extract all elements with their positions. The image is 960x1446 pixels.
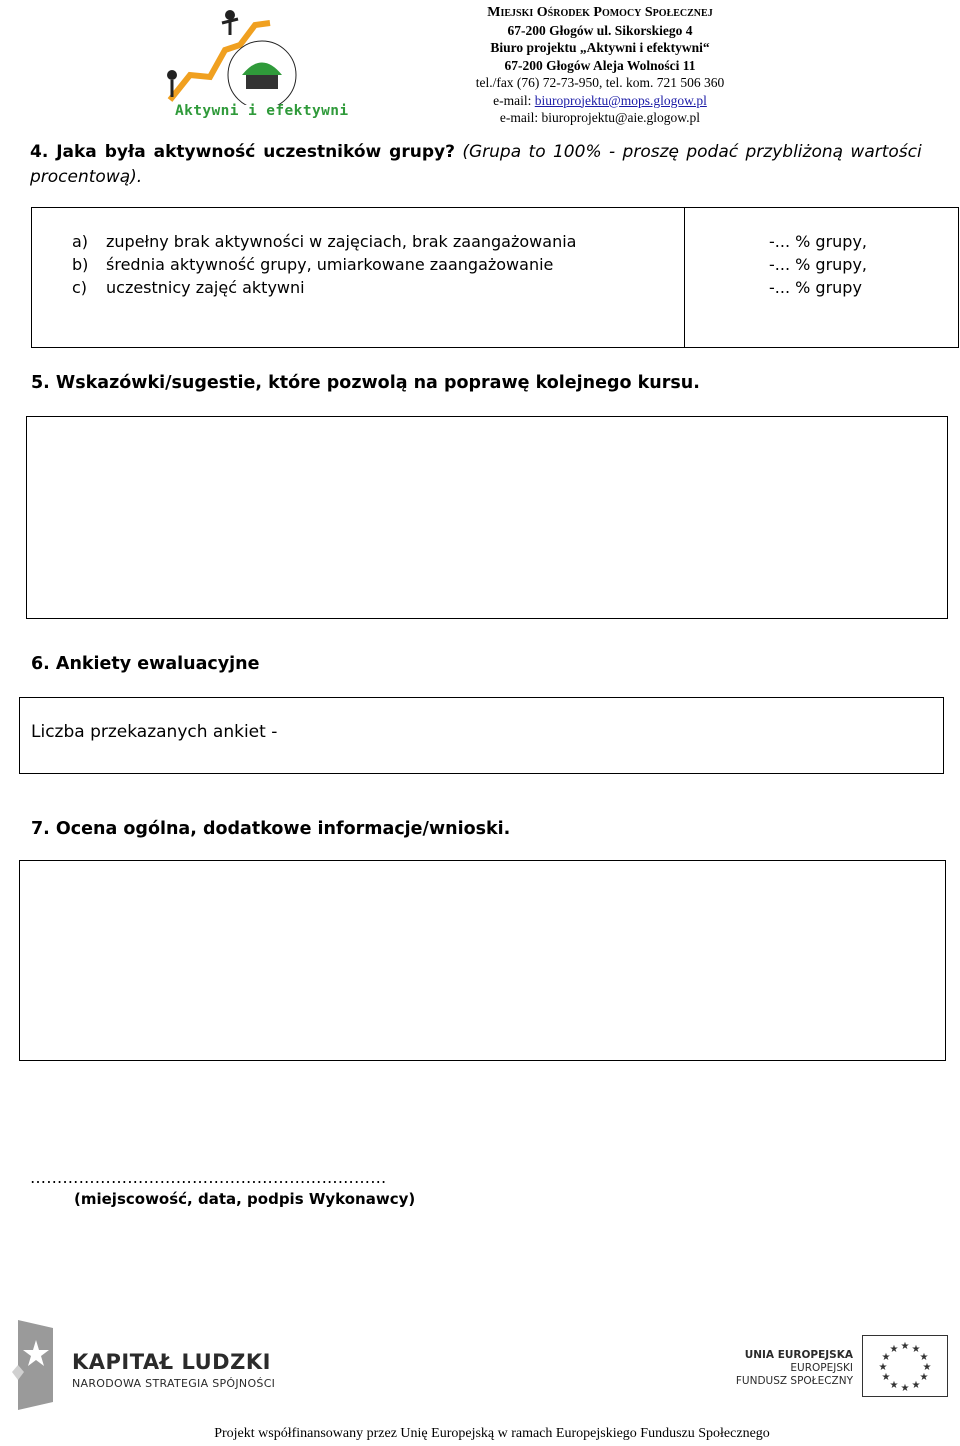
svg-text:★: ★	[881, 1372, 891, 1383]
signature-caption: (miejscowość, data, podpis Wykonawcy)	[74, 1190, 416, 1208]
option-a: a) zupełny brak aktywności w zajęciach, brak zaangażowania	[72, 232, 577, 251]
svg-text:★: ★	[919, 1352, 929, 1363]
co-financing-note: Projekt współfinansowany przez Unię Europejską w ramach Europejskiego Funduszu Społecznego	[214, 1426, 770, 1441]
option-a-value[interactable]: -... % grupy,	[769, 232, 867, 251]
signature-line[interactable]: …………………………………………………………	[30, 1168, 387, 1187]
survey-count-label: Liczba przekazanych ankiet -	[31, 722, 278, 742]
eu-line-2: EUROPEJSKI	[790, 1362, 853, 1374]
email-line-2: e-mail: biuroprojektu@aie.glogow.pl	[499, 110, 701, 125]
eu-line-3: FUNDUSZ SPOŁECZNY	[735, 1375, 853, 1387]
institution-name: Miejski Ośrodek Pomocy Społecznej	[487, 5, 713, 20]
svg-text:★: ★	[911, 1344, 921, 1355]
eu-flag-icon	[862, 1335, 948, 1397]
question-5-answer-box[interactable]	[26, 416, 948, 619]
svg-text:★: ★	[900, 1383, 910, 1394]
question-7-title: 7. Ocena ogólna, dodatkowe informacje/wnioski.	[31, 819, 511, 839]
column-divider	[684, 207, 685, 348]
project-office-name: Biuro projektu „Aktywni i efektywni“	[490, 40, 710, 55]
option-b-value[interactable]: -... % grupy,	[769, 255, 867, 274]
institution-address: 67-200 Głogów ul. Sikorskiego 4	[507, 22, 693, 38]
svg-text:★: ★	[889, 1380, 899, 1391]
institution-contact-block	[440, 4, 760, 127]
question-7-answer-box[interactable]	[19, 860, 946, 1061]
question-5-title: 5. Wskazówki/sugestie, które pozwolą na poprawę kolejnego kursu.	[31, 373, 700, 393]
svg-text:★: ★	[911, 1380, 921, 1391]
option-b: b) średnia aktywność grupy, umiarkowane zaangażowanie	[72, 255, 554, 274]
svg-text:★: ★	[922, 1362, 932, 1373]
question-4-title: 4. Jaka była aktywność uczestników grupy?	[30, 142, 455, 162]
svg-text:★: ★	[919, 1372, 929, 1383]
question-6-title: 6. Ankiety ewaluacyjne	[31, 654, 260, 674]
question-4-hint: (Grupa to 100% - proszę podać przybliżoną wartości procentową).	[30, 142, 922, 187]
email-line-1: e-mail: biuroprojektu@mops.glogow.pl	[493, 92, 707, 108]
kapital-ludzki-subtitle: NARODOWA STRATEGIA SPÓJNOŚCI	[72, 1377, 276, 1390]
logo-banner-text: Aktywni i efektywni	[175, 103, 349, 119]
svg-text:★: ★	[900, 1341, 910, 1352]
svg-text:★: ★	[878, 1362, 888, 1373]
eu-label	[735, 1349, 853, 1388]
kapital-ludzki-emblem-icon	[8, 1320, 58, 1410]
option-c-value[interactable]: -... % grupy	[769, 278, 862, 297]
option-c: c) uczestnicy zajęć aktywni	[72, 278, 305, 297]
email-link[interactable]: biuroprojektu@mops.glogow.pl	[534, 92, 707, 108]
phone-line: tel./fax (76) 72-73-950, tel. kom. 721 506 360	[475, 75, 725, 90]
eu-line-1: UNIA EUROPEJSKA	[744, 1349, 853, 1361]
question-4	[30, 140, 935, 190]
kapital-ludzki-title: KAPITAŁ LUDZKI	[72, 1350, 271, 1374]
svg-text:★: ★	[889, 1344, 899, 1355]
project-office-address: 67-200 Głogów Aleja Wolności 11	[504, 57, 696, 73]
svg-text:★: ★	[881, 1352, 891, 1363]
